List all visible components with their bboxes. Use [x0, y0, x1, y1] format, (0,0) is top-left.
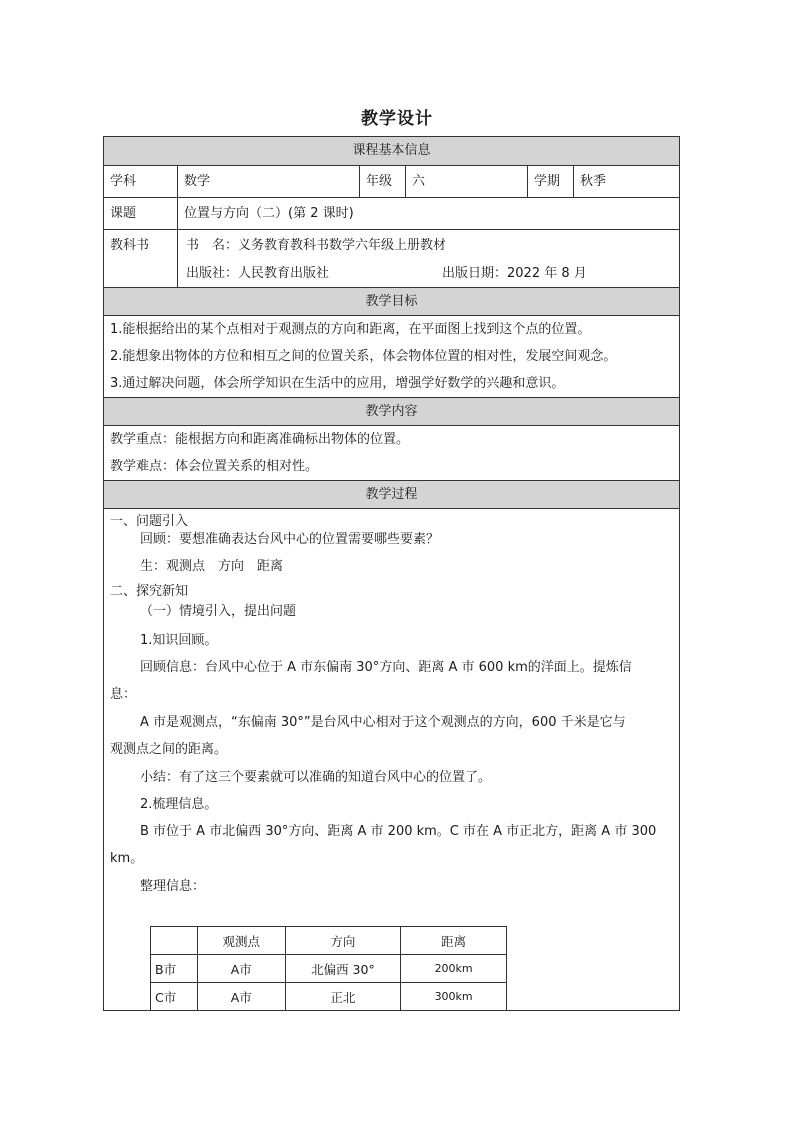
textbook-row: [104, 230, 679, 288]
table-row: [151, 983, 507, 1011]
process-text: B 市位于 A 市北偏西 30°方向、距离 A 市 200 km。C 市在 A 市正北方，距离 A 市 300: [140, 824, 657, 839]
grade-label: 年级: [360, 166, 406, 197]
topic-value: 位置与方向（二）(第 2 课时): [184, 206, 354, 221]
process-text: 2.梳理信息。: [140, 797, 218, 812]
process-text: 息：: [110, 687, 137, 702]
process-text: 回顾信息：台风中心位于 A 市东偏南 30°方向、距离 A 市 600 km的洋面上。提炼信: [140, 660, 632, 675]
subject-row: [104, 166, 679, 198]
basic-info-header: 课程基本信息: [104, 137, 679, 166]
section-heading: 一、问题引入: [110, 514, 189, 529]
term-value: 秋季: [580, 174, 607, 189]
topic-row: [104, 198, 679, 230]
process-text: 整理信息：: [140, 879, 206, 894]
goal-item: 1.能根据给出的某个点相对于观测点的方向和距离，在平面图上找到这个点的位置。: [110, 322, 591, 337]
process-text: （一）情境引入，提出问题: [140, 604, 297, 619]
topic-label: 课题: [104, 198, 178, 229]
summary-text: 小结：有了这三个要素就可以准确的知道台风中心的位置了。: [140, 770, 492, 785]
table-cell: 正北: [285, 983, 401, 1011]
subject-label: 学科: [104, 166, 178, 197]
process-text: 1.知识回顾。: [140, 633, 218, 648]
textbook-info: [178, 230, 679, 287]
content-header: 教学内容: [104, 398, 679, 426]
process-text: 回顾：要想准确表达台风中心的位置需要哪些要素？: [140, 532, 440, 547]
goals-header: 教学目标: [104, 288, 679, 316]
process-body: [104, 509, 679, 1010]
table-header-row: [151, 927, 507, 955]
table-cell: 300km: [401, 983, 507, 1011]
process-text: km。: [110, 851, 144, 866]
book-name: 书 名：义务教育教科书数学六年级上册教材: [186, 238, 447, 253]
section-heading: 二、探究新知: [110, 584, 189, 599]
process-text: 生：观测点 方向 距离: [140, 559, 284, 574]
key-point: 教学重点：能根据方向和距离准确标出物体的位置。: [110, 432, 410, 447]
table-cell: 北偏西 30°: [285, 955, 401, 983]
publisher: 出版社：人民教育出版社: [186, 266, 330, 281]
publish-date: 出版日期：2022 年 8 月: [442, 266, 587, 281]
process-text: 观测点之间的距离。: [110, 742, 228, 757]
content-body: [104, 426, 679, 481]
table-cell: B市: [151, 955, 198, 983]
difficult-point: 教学难点：体会位置关系的相对性。: [110, 459, 319, 474]
table-header-cell: 距离: [401, 927, 507, 955]
goals-body: [104, 316, 679, 398]
table-cell: A市: [197, 983, 285, 1011]
table-header-cell: 观测点: [197, 927, 285, 955]
textbook-label: 教科书: [104, 230, 178, 287]
table-cell: C市: [151, 983, 198, 1011]
subject-value: 数学: [178, 166, 360, 197]
goal-item: 3.通过解决问题，体会所学知识在生活中的应用，增强学好数学的兴趣和意识。: [110, 376, 565, 391]
goal-item: 2.能想象出物体的方位和相互之间的位置关系，体会物体位置的相对性，发展空间观念。: [110, 349, 617, 364]
lesson-plan-table: [103, 136, 680, 1011]
document-title: 教学设计: [361, 109, 433, 129]
info-table: [150, 926, 507, 1011]
process-header: 教学过程: [104, 481, 679, 509]
term-label: 学期: [528, 166, 574, 197]
table-row: [151, 955, 507, 983]
grade-value: 六: [406, 166, 528, 197]
process-text: A 市是观测点，“东偏南 30°”是台风中心相对于这个观测点的方向，600 千米是它与: [140, 715, 626, 730]
table-cell: A市: [197, 955, 285, 983]
table-header-cell: 方向: [285, 927, 401, 955]
table-header-cell: [151, 927, 198, 955]
table-cell: 200km: [401, 955, 507, 983]
